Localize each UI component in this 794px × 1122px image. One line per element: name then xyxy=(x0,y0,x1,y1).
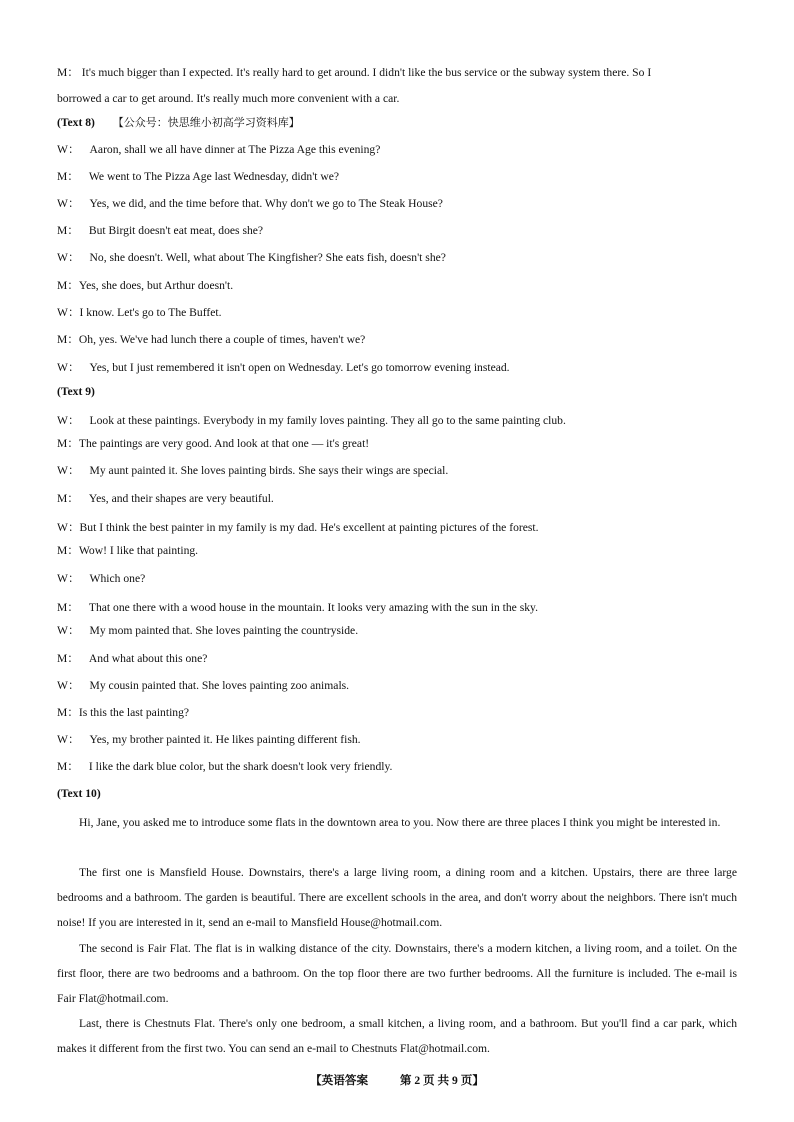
paragraph: The second is Fair Flat. The flat is in walking distance of the city. Downstairs, there's a modern kitchen, a living room, and a toilet. On the first floor, there are two bedrooms and a bathroom. On the top floor there are two further bedrooms. All the furniture is included. The e-mail is Fair Flat@hotmail.com. xyxy=(57,942,737,1006)
text8-heading: (Text 8) xyxy=(57,116,95,129)
dialogue-line: W： Aaron, shall we all have dinner at The Pizza Age this evening? xyxy=(57,143,381,156)
dialogue-line: M：Is this the last painting? xyxy=(57,706,190,719)
source-note: 【公众号：快思维小初高学习资料库】 xyxy=(112,117,300,129)
page-footer xyxy=(0,1072,794,1088)
dialogue-line: W： My aunt painted it. She loves painting birds. She says their wings are special. xyxy=(57,464,449,477)
footer-subject: 【英语答案 xyxy=(310,1074,369,1087)
text9-heading: (Text 9) xyxy=(57,385,95,398)
dialogue-line: W： Which one? xyxy=(57,572,146,585)
dialogue-line: W： No, she doesn't. Well, what about The Kingfisher? She eats fish, doesn't she? xyxy=(57,251,446,264)
text-line: M： It's much bigger than I expected. It's really hard to get around. I didn't like the bus service or the subway system there. So I xyxy=(57,66,652,79)
dialogue-line: M：Oh, yes. We've had lunch there a couple of times, haven't we? xyxy=(57,333,366,346)
dialogue-line: M： I like the dark blue color, but the shark doesn't look very friendly. xyxy=(57,760,393,773)
dialogue-line: W： Yes, my brother painted it. He likes painting different fish. xyxy=(57,733,361,746)
dialogue-line: W： My mom painted that. She loves painting the countryside. xyxy=(57,624,359,637)
dialogue-line: W： Yes, but I just remembered it isn't open on Wednesday. Let's go tomorrow evening instead. xyxy=(57,361,510,374)
dialogue-line: W：I know. Let's go to The Buffet. xyxy=(57,306,222,319)
dialogue-line: W： Yes, we did, and the time before that. Why don't we go to The Steak House? xyxy=(57,197,443,210)
dialogue-line: M： And what about this one? xyxy=(57,652,208,665)
footer-page-number: 第 2 页 共 9 页】 xyxy=(399,1074,484,1087)
paragraph: The first one is Mansfield House. Downstairs, there's a large living room, a dining room and a kitchen. Upstairs, there are three large bedrooms and a bathroom. The garden is beautiful. There are excellent schools in the area, and don't worry about the neighbors. There isn't much noise! If you are interested in it, send an e-mail to Mansfield House@hotmail.com. xyxy=(57,866,737,930)
text10-heading: (Text 10) xyxy=(57,787,101,800)
dialogue-line: M： That one there with a wood house in the mountain. It looks very amazing with the sun in the sky. xyxy=(57,601,538,614)
dialogue-line: M： We went to The Pizza Age last Wednesday, didn't we? xyxy=(57,170,340,183)
paragraph: Hi, Jane, you asked me to introduce some flats in the downtown area to you. Now there are three places I think you might be interested in. xyxy=(79,816,721,829)
dialogue-line: M： But Birgit doesn't eat meat, does she? xyxy=(57,224,264,237)
dialogue-line: W： Look at these paintings. Everybody in my family loves painting. They all go to the same painting club. xyxy=(57,414,566,427)
text-line: borrowed a car to get around. It's really much more convenient with a car. xyxy=(57,92,400,105)
dialogue-line: W：But I think the best painter in my family is my dad. He's excellent at painting pictures of the forest. xyxy=(57,521,539,534)
dialogue-line: W： My cousin painted that. She loves painting zoo animals. xyxy=(57,679,350,692)
dialogue-line: M：Wow! I like that painting. xyxy=(57,544,199,557)
dialogue-line: M： Yes, and their shapes are very beautiful. xyxy=(57,492,274,505)
dialogue-line: M：The paintings are very good. And look at that one — it's great! xyxy=(57,437,370,450)
dialogue-line: M：Yes, she does, but Arthur doesn't. xyxy=(57,279,234,292)
paragraph: Last, there is Chestnuts Flat. There's only one bedroom, a small kitchen, a living room, and a bathroom. But you'll find a car park, which makes it different from the first two. You can send an e-mail to Chestnuts Flat@hotmail.com. xyxy=(57,1017,737,1056)
text8-header-line xyxy=(57,116,300,130)
